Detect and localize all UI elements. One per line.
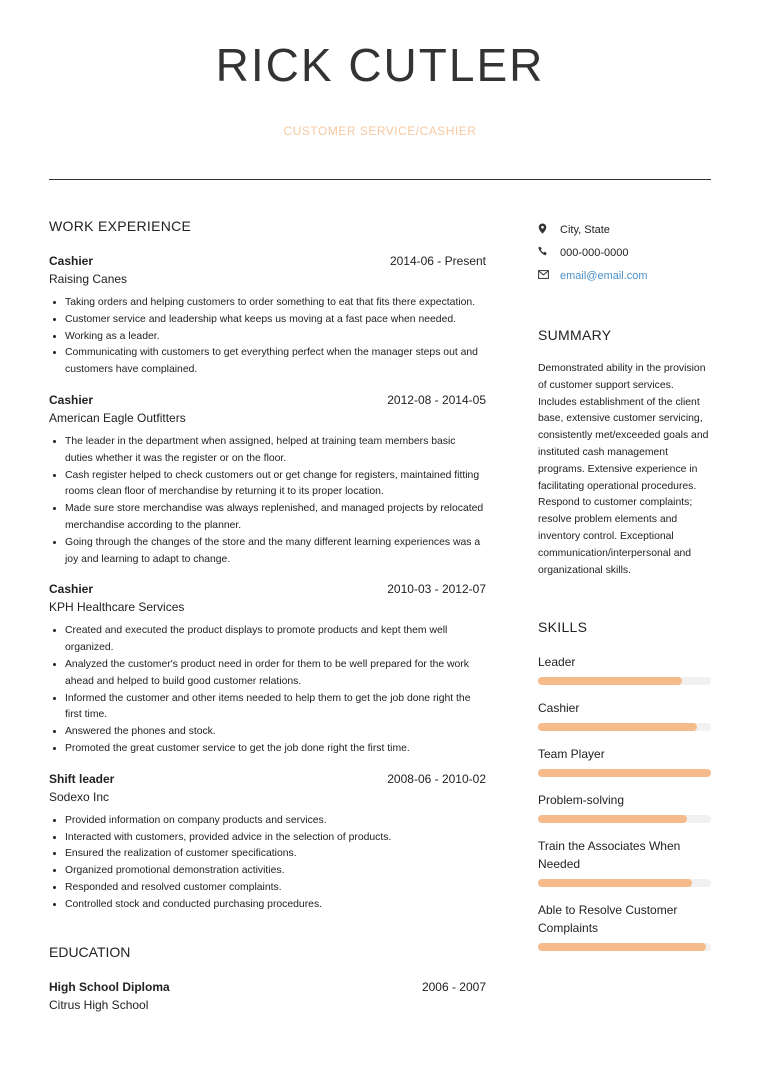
phone-icon bbox=[538, 246, 560, 259]
skill-bar-track bbox=[538, 943, 711, 951]
job-title-subtitle: CUSTOMER SERVICE/CASHIER bbox=[283, 124, 477, 138]
job-title: Cashier bbox=[49, 392, 94, 407]
job-date: 2010-03 - 2012-07 bbox=[387, 582, 486, 597]
education-date: 2006 - 2007 bbox=[421, 979, 486, 994]
phone-text: 000-000-0000 bbox=[560, 246, 629, 259]
skill-bar-fill bbox=[538, 677, 682, 685]
envelope-icon bbox=[538, 270, 560, 282]
jobs-list bbox=[49, 254, 486, 914]
job-bullet: • The leader in the department when assigned, helped at training team members basic duties whether it was the register or on the floor. bbox=[65, 434, 486, 468]
skill-item bbox=[538, 791, 711, 823]
skill-bar-track bbox=[538, 769, 711, 777]
skill-name: Leader bbox=[538, 655, 576, 670]
skill-name: Problem-solving bbox=[538, 793, 625, 808]
job-entry bbox=[49, 772, 486, 914]
job-company: KPH Healthcare Services bbox=[49, 600, 185, 615]
skill-name: Train the Associates When Needed bbox=[538, 839, 681, 872]
job-bullets bbox=[49, 813, 486, 914]
job-bullet: • Analyzed the customer's product need in order for them to be well prepared for the work ahead and helped to build good customer relations. bbox=[65, 657, 486, 691]
skills-heading: SKILLS bbox=[538, 619, 588, 636]
job-date: 2014-06 - Present bbox=[389, 254, 486, 268]
job-bullet: • Created and executed the product displays to promote products and kept them well organized. bbox=[65, 623, 486, 657]
job-date: 2012-08 - 2014-05 bbox=[387, 392, 486, 407]
contact-email bbox=[538, 264, 711, 287]
skill-name: Able to Resolve Customer Complaints bbox=[538, 903, 678, 936]
job-bullet: • Interacted with customers, provided advice in the selection of products. bbox=[65, 830, 486, 847]
contact-phone bbox=[538, 241, 711, 264]
job-bullet: • Cash register helped to check customers out or get change for registers, maintained fitting rooms clean floor of merchandise by returning it to its proper location. bbox=[65, 468, 486, 502]
left-column bbox=[49, 218, 486, 1021]
skill-bar-track bbox=[538, 677, 711, 685]
skill-bar-track bbox=[538, 879, 711, 887]
education-degree: High School Diploma bbox=[49, 979, 170, 994]
contact-location bbox=[538, 218, 711, 241]
location-text: City, State bbox=[560, 223, 610, 236]
job-bullet: • Communicating with customers to get everything perfect when the manager steps out and customers have complained. bbox=[65, 345, 486, 379]
map-pin-icon bbox=[538, 223, 560, 237]
job-entry bbox=[49, 582, 486, 757]
email-link[interactable]: email@email.com bbox=[560, 269, 648, 282]
job-bullet: • Informed the customer and other items needed to help them to get the job done right the first time. bbox=[65, 691, 486, 725]
skill-bar-fill bbox=[538, 769, 711, 777]
job-bullet: • Answered the phones and stock. bbox=[65, 724, 486, 741]
skill-bar-fill bbox=[538, 723, 697, 731]
job-title: Cashier bbox=[49, 254, 94, 268]
job-bullet: • Ensured the realization of customer specifications. bbox=[65, 846, 486, 863]
skill-item bbox=[538, 653, 711, 685]
skill-name: Cashier bbox=[538, 701, 580, 716]
skill-item bbox=[538, 745, 711, 777]
resume-name: RICK CUTLER bbox=[215, 39, 545, 91]
education-school: Citrus High School bbox=[49, 997, 149, 1012]
job-bullets bbox=[49, 434, 486, 568]
skill-bar-track bbox=[538, 815, 711, 823]
education-heading: EDUCATION bbox=[49, 943, 131, 960]
job-header bbox=[49, 582, 486, 596]
job-bullet: • Controlled stock and conducted purchasing procedures. bbox=[65, 897, 486, 914]
skills-list bbox=[538, 653, 711, 951]
job-date: 2008-06 - 2010-02 bbox=[387, 771, 486, 786]
skill-item bbox=[538, 837, 711, 887]
job-header bbox=[49, 393, 486, 407]
job-bullets bbox=[49, 295, 486, 379]
education-entry bbox=[49, 980, 486, 1012]
job-bullet: • Responded and resolved customer complaints. bbox=[65, 880, 486, 897]
job-header bbox=[49, 254, 486, 268]
skill-item bbox=[538, 901, 711, 951]
skill-item bbox=[538, 699, 711, 731]
job-entry bbox=[49, 254, 486, 379]
education-list bbox=[49, 980, 486, 1012]
job-bullet: • Customer service and leadership what keeps us moving at a fast pace when needed. bbox=[65, 312, 486, 329]
job-bullet: • Organized promotional demonstration activities. bbox=[65, 863, 486, 880]
skill-bar-fill bbox=[538, 815, 687, 823]
right-column bbox=[538, 218, 711, 965]
skill-bar-fill bbox=[538, 943, 706, 951]
job-bullet: • Made sure store merchandise was always replenished, and managed projects by relocated merchandise according to the planner. bbox=[65, 501, 486, 535]
job-header bbox=[49, 772, 486, 786]
work-experience-heading: WORK EXPERIENCE bbox=[49, 218, 192, 234]
skill-bar-fill bbox=[538, 879, 692, 887]
job-entry bbox=[49, 393, 486, 568]
header-divider bbox=[49, 179, 711, 180]
education-header bbox=[49, 980, 486, 994]
job-bullet: • Promoted the great customer service to get the job done right the first time. bbox=[65, 741, 486, 758]
job-company: American Eagle Outfitters bbox=[49, 410, 186, 425]
job-bullets bbox=[49, 623, 486, 757]
job-company: Sodexo Inc bbox=[49, 789, 110, 804]
skill-bar-track bbox=[538, 723, 711, 731]
job-bullet: • Taking orders and helping customers to order something to eat that fits there expectation. bbox=[65, 295, 486, 312]
job-company: Raising Canes bbox=[49, 272, 128, 286]
job-bullet: • Going through the changes of the store and the many different learning experiences was a joy and learning to adapt to change. bbox=[65, 535, 486, 569]
job-bullet: • Provided information on company products and services. bbox=[65, 813, 486, 830]
skill-name: Team Player bbox=[538, 747, 605, 762]
job-title: Cashier bbox=[49, 582, 94, 597]
job-title: Shift leader bbox=[49, 771, 115, 786]
job-bullet: • Working as a leader. bbox=[65, 329, 486, 346]
summary-heading: SUMMARY bbox=[538, 327, 612, 343]
summary-text: Demonstrated ability in the provision of customer support services. Includes establishment of the client base, extensive customer servicing, consistently met/exceeded goals and instituted cash management programs. Extensive experience in facilitating operational procedures. Respond to customer complaints; resolve problem elements and inventory control. Exceptional communication/interpersonal and organizational skills. bbox=[538, 363, 709, 576]
